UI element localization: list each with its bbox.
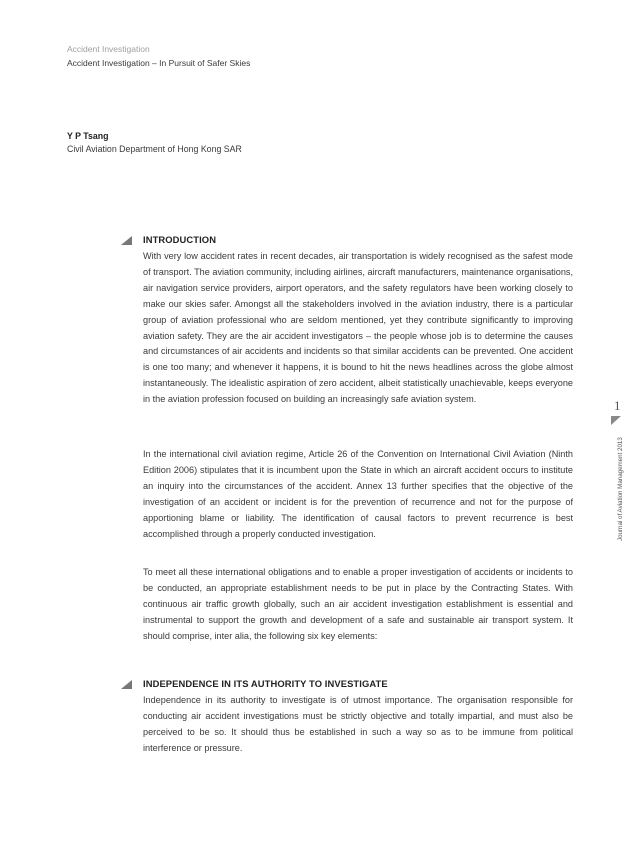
page-number: 1: [614, 398, 621, 413]
header-category: Accident Investigation: [67, 44, 150, 54]
independence-paragraph-1: Independence in its authority to investigate is of utmost importance. The organisation responsible for conducting air accident investigations must be strictly objective and totally impartial, and must also be perceived to be so. It should thus be established in such a way so as to be immune from political interference or pressure.: [143, 695, 573, 753]
running-header: [67, 42, 250, 70]
journal-name: Journal of Aviation Management 2013: [617, 437, 624, 541]
author-affiliation: Civil Aviation Department of Hong Kong SAR: [67, 144, 242, 154]
section-heading-introduction: INTRODUCTION: [143, 234, 217, 245]
section-marker-icon: [121, 236, 132, 245]
intro-paragraph-2: In the international civil aviation regime, Article 26 of the Convention on International Civil Aviation (Ninth Edition 2006) stipulates that it is incumbent upon the State in which an aircraft accident occurs to institute an inquiry into the circumstances of the accident. Annex 13 further specifies that the objective of the investigation of an accident or incident is for the prevention of recurrence and not for the purpose of apportioning blame or liability. The identification of causal factors to prevent recurrence is best accomplished through a properly conducted investigation.: [143, 449, 573, 539]
author-block: [67, 130, 242, 156]
header-title: Accident Investigation – In Pursuit of Safer Skies: [67, 58, 251, 68]
author-name: Y P Tsang: [67, 131, 109, 141]
side-marker-icon: [611, 416, 621, 425]
section-heading-independence: INDEPENDENCE IN ITS AUTHORITY TO INVESTIGATE: [143, 678, 388, 689]
section-marker-icon: [121, 680, 132, 689]
intro-paragraph-3: To meet all these international obligations and to enable a proper investigation of accidents or incidents to be conducted, an appropriate establishment needs to be put in place by the Contracting States. With continuous air traffic growth globally, such an air accident investigation establishment is essential and instrumental to support the growth and development of a safe and sustainable air transport system. It should comprise, inter alia, the following six key elements:: [143, 567, 573, 641]
intro-paragraph-1: With very low accident rates in recent decades, air transportation is widely recognised as the safest mode of transport. The aviation community, including airlines, aircraft manufacturers, maintenance organisations, air navigation service providers, airport operators, and the safety regulators have been working closely to make our skies safer. Amongst all the stakeholders involved in the aviation industry, there is a particular group of aviation professional who are seldom mentioned, yet they contribute significantly to improving aviation safety. They are the air accident investigators – the people whose job is to determine the causes and circumstances of air accidents and incidents so that similar accidents can be prevented. One accident is one too many; and whenever it happens, it is bound to hit the news headlines across the globe almost instantaneously. The idealistic aspiration of zero accident, albeit statistically unachievable, keeps everyone in the aviation profession focused on building an increasingly safe aviation system.: [143, 251, 573, 405]
